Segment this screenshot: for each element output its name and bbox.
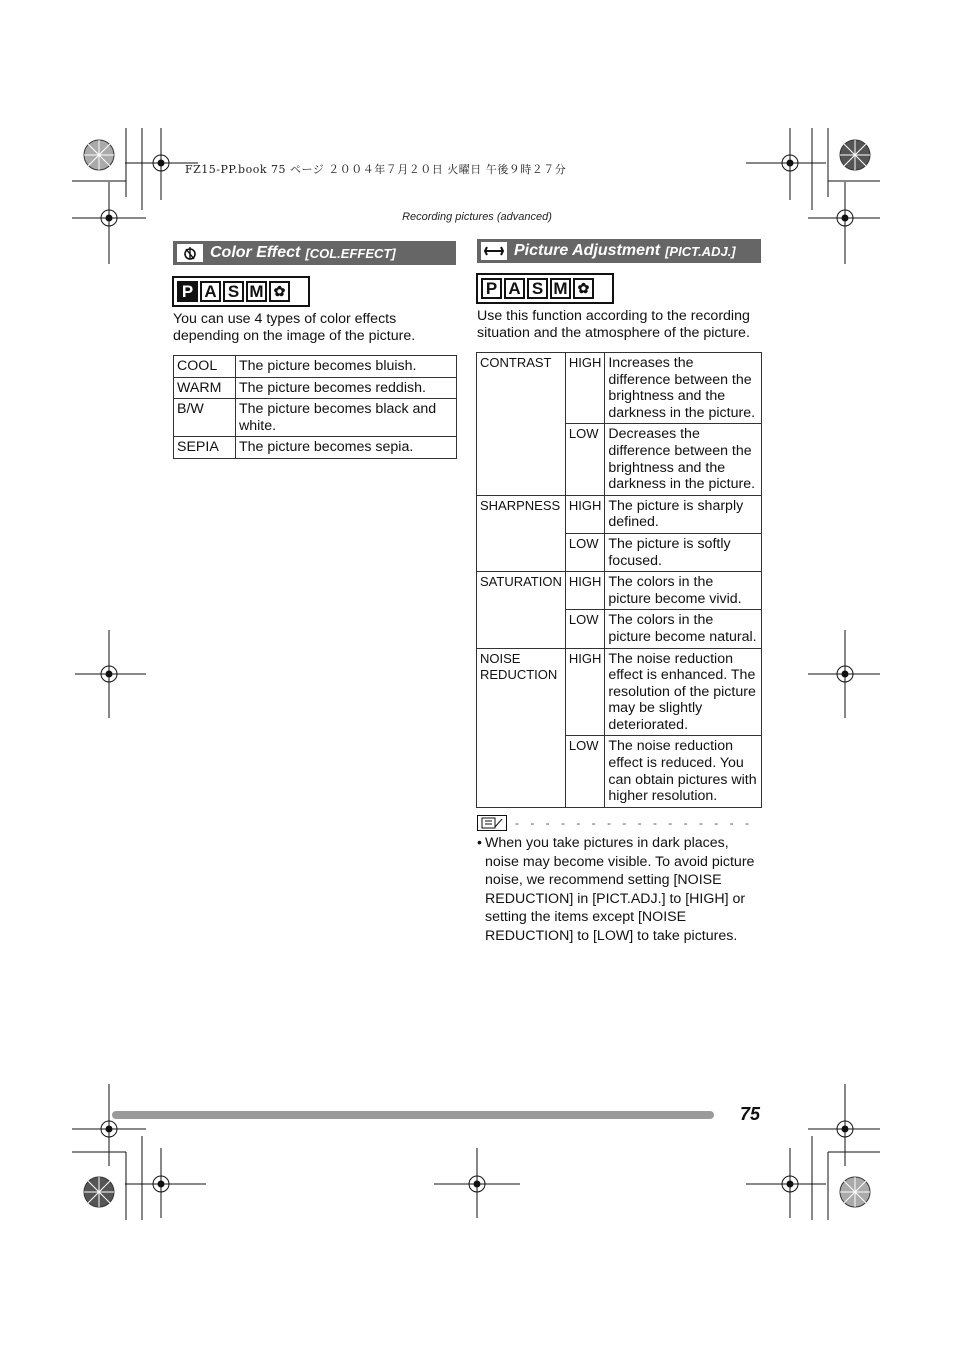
mode-p-icon: P: [177, 281, 198, 302]
wrench-icon: [481, 242, 507, 260]
mode-a-icon: A: [200, 281, 221, 302]
table-row: [174, 377, 457, 399]
note-icon: [477, 815, 507, 831]
adjust-desc: The picture is softly focused.: [605, 533, 762, 571]
picture-adjustment-heading: [477, 239, 761, 263]
adjust-item: SATURATION: [477, 572, 566, 648]
table-row: [477, 495, 762, 533]
color-effect-heading: [173, 241, 456, 265]
note-text-block: [477, 834, 761, 946]
color-effect-intro: You can use 4 types of color effects depending on the image of the picture.: [173, 311, 416, 344]
color-effect-icon: [177, 244, 203, 262]
adjust-item: NOISE REDUCTION: [477, 648, 566, 807]
picture-adjustment-bracket: [PICT.ADJ.]: [665, 243, 736, 259]
adjust-item: SHARPNESS: [477, 495, 566, 571]
table-row: [477, 572, 762, 610]
page-number: 75: [740, 1104, 761, 1124]
mode-m-icon: M: [246, 281, 267, 302]
level-high: HIGH: [565, 648, 605, 736]
picture-adjustment-title: Picture Adjustment: [514, 242, 661, 259]
table-row: [477, 353, 762, 424]
effect-desc: The picture becomes bluish.: [236, 356, 457, 378]
mode-s-icon: S: [223, 281, 244, 302]
level-high: HIGH: [565, 572, 605, 610]
note-bullet: •: [477, 835, 482, 851]
effect-name: SEPIA: [174, 437, 236, 459]
effect-name: COOL: [174, 356, 236, 378]
mode-macro-icon: ✿: [573, 278, 594, 299]
effect-name: B/W: [174, 399, 236, 437]
adjust-desc: The noise reduction effect is enhanced. The resolution of the picture may be slightly deteriorated.: [605, 648, 762, 736]
picture-adjustment-intro: Use this function according to the recording situation and the atmosphere of the picture.: [477, 308, 750, 341]
footer-bar: [112, 1111, 714, 1119]
picture-adjustment-modes: [476, 273, 614, 304]
mode-p-icon: P: [481, 278, 502, 299]
color-effect-title: Color Effect: [210, 244, 301, 261]
level-low: LOW: [565, 736, 605, 807]
table-row: [174, 437, 457, 459]
note-divider: - - - - - - - - - - - - - - - -: [515, 816, 753, 830]
picture-adjustment-table: [476, 352, 762, 808]
table-row: [174, 399, 457, 437]
effect-desc: The picture becomes black and white.: [236, 399, 457, 437]
effect-name: WARM: [174, 377, 236, 399]
level-low: LOW: [565, 533, 605, 571]
mode-s-icon: S: [527, 278, 548, 299]
adjust-desc: The picture is sharply defined.: [605, 495, 762, 533]
adjust-desc: The colors in the picture become vivid.: [605, 572, 762, 610]
adjust-desc: Increases the difference between the brightness and the darkness in the picture.: [605, 353, 762, 424]
note-header: [477, 815, 761, 831]
file-info: FZ15-PP.book 75 ページ ２００４年７月２０日 火曜日 午後９時２７分: [185, 163, 567, 176]
adjust-item: CONTRAST: [477, 353, 566, 496]
table-row: [174, 356, 457, 378]
adjust-desc: Decreases the difference between the brightness and the darkness in the picture.: [605, 424, 762, 495]
level-high: HIGH: [565, 353, 605, 424]
table-row: [477, 648, 762, 736]
color-effect-bracket: [COL.EFFECT]: [305, 245, 396, 261]
adjust-desc: The colors in the picture become natural.: [605, 610, 762, 648]
level-high: HIGH: [565, 495, 605, 533]
mode-a-icon: A: [504, 278, 525, 299]
running-head: Recording pictures (advanced): [402, 211, 552, 223]
color-effect-modes: [172, 276, 310, 307]
effect-desc: The picture becomes reddish.: [236, 377, 457, 399]
effect-desc: The picture becomes sepia.: [236, 437, 457, 459]
mode-m-icon: M: [550, 278, 571, 299]
note-text: When you take pictures in dark places, noise may become visible. To avoid picture noise, we recommend setting [NOISE REDUCTION] in [PICT.ADJ.] to [HIGH] or setting the items except [NOISE REDUCTION] to [LOW] to take pictures.: [485, 835, 755, 944]
adjust-desc: The noise reduction effect is reduced. You can obtain pictures with higher resolution.: [605, 736, 762, 807]
level-low: LOW: [565, 610, 605, 648]
level-low: LOW: [565, 424, 605, 495]
mode-macro-icon: ✿: [269, 281, 290, 302]
color-effect-table: [173, 355, 457, 459]
